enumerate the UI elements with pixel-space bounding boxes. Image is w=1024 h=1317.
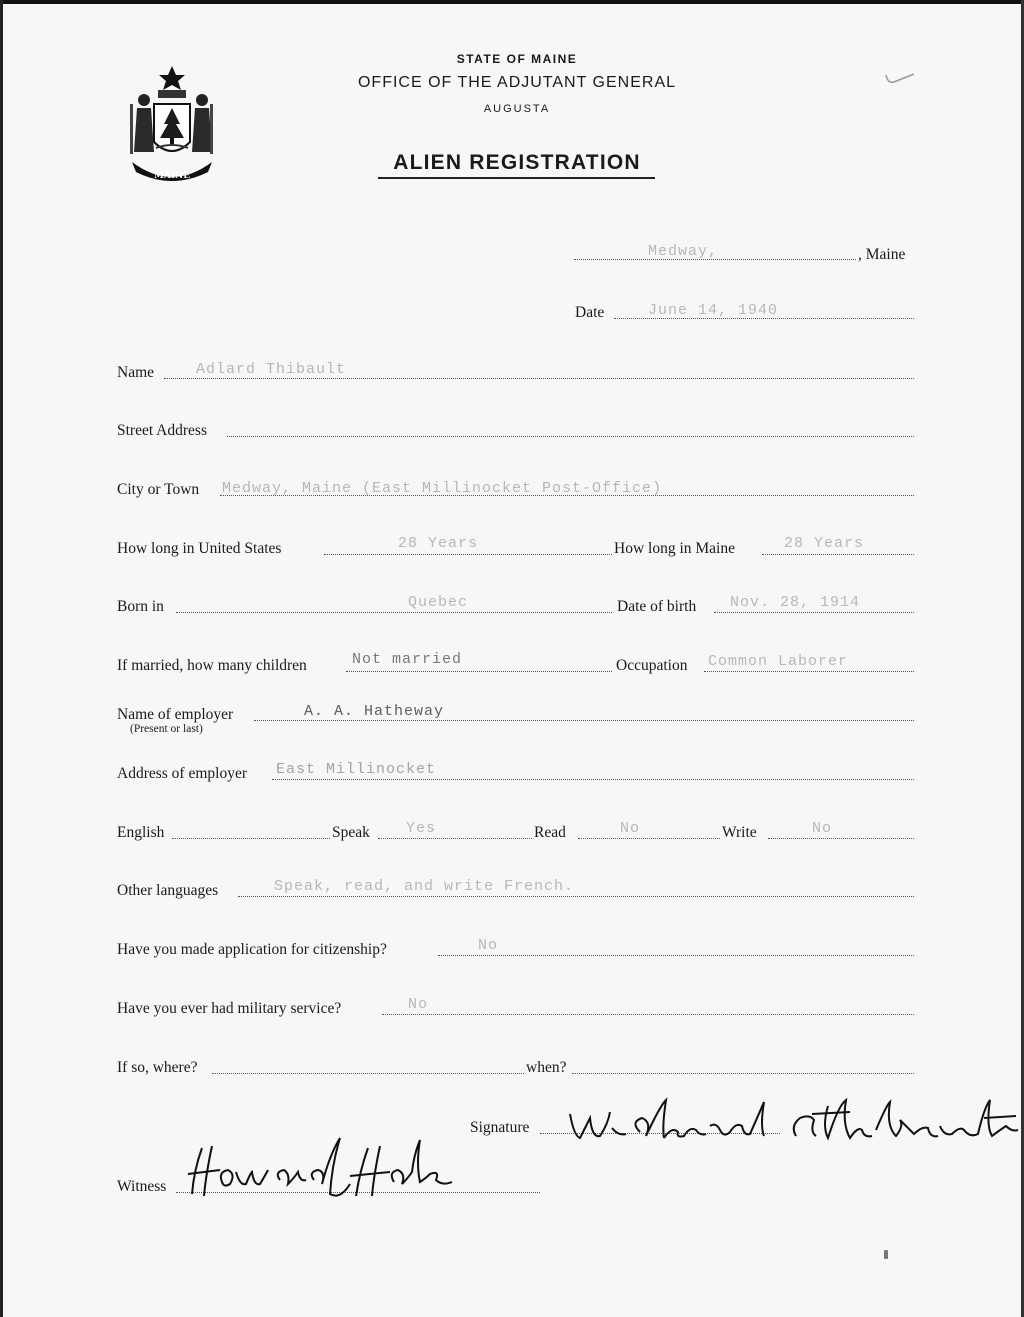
title-underline: [378, 177, 655, 179]
name-label: Name: [117, 364, 155, 381]
employer-name-line: [254, 720, 914, 721]
scan-border-top: [0, 0, 1024, 4]
header-state: STATE OF MAINE: [456, 52, 578, 66]
speak-label: Speak: [332, 824, 370, 841]
military-line: [382, 1014, 914, 1015]
born-in-line: [176, 612, 612, 613]
signature-label: Signature: [470, 1119, 530, 1136]
signature-handwriting: [560, 1096, 1022, 1156]
write-label: Write: [722, 824, 757, 841]
speak-line: [378, 838, 532, 839]
date-label: Date: [575, 304, 605, 321]
location-label: , Maine: [858, 246, 906, 263]
english-label: English: [117, 824, 165, 841]
street-address-label: Street Address: [117, 422, 207, 439]
read-value: No: [620, 820, 641, 837]
read-line: [578, 838, 720, 839]
write-value: No: [812, 820, 833, 837]
children-value: Not married: [352, 651, 463, 668]
date-value: June 14, 1940: [648, 302, 779, 319]
occupation-label: Occupation: [616, 657, 688, 674]
location-value: Medway,: [648, 243, 719, 260]
how-long-maine-label: How long in Maine: [614, 540, 735, 557]
witness-label: Witness: [117, 1178, 167, 1195]
other-languages-line: [238, 896, 914, 897]
children-label: If married, how many children: [117, 657, 307, 674]
scan-border-left: [0, 0, 3, 1317]
header-office: OFFICE OF THE ADJUTANT GENERAL: [357, 74, 677, 91]
when-line: [572, 1073, 914, 1074]
date-of-birth-line: [714, 612, 914, 613]
employer-name-label: Name of employer: [117, 706, 234, 723]
scan-speck: [884, 1250, 888, 1259]
children-line: [346, 671, 612, 672]
citizenship-label: Have you made application for citizenship?: [117, 941, 387, 958]
date-of-birth-value: Nov. 28, 1914: [730, 594, 861, 611]
english-line: [172, 838, 330, 839]
occupation-line: [704, 671, 914, 672]
form-title: ALIEN REGISTRATION: [393, 151, 641, 174]
how-long-us-label: How long in United States: [117, 540, 282, 557]
name-line: [164, 378, 914, 379]
employer-address-label: Address of employer: [117, 765, 247, 782]
employer-address-value: East Millinocket: [276, 761, 437, 778]
where-label: If so, where?: [117, 1059, 198, 1076]
other-languages-label: Other languages: [117, 882, 219, 899]
write-line: [768, 838, 914, 839]
employer-address-line: [272, 779, 914, 780]
city-label: City or Town: [117, 481, 200, 498]
street-address-line: [227, 436, 914, 437]
svg-text:MAINE: MAINE: [153, 171, 191, 181]
name-value: Adlard Thibault: [196, 361, 347, 378]
born-in-value: Quebec: [408, 594, 469, 611]
occupation-value: Common Laborer: [708, 653, 849, 670]
speak-value: Yes: [406, 820, 437, 837]
other-languages-value: Speak, read, and write French.: [274, 878, 575, 895]
witness-handwriting: [180, 1134, 460, 1204]
employer-name-value: A. A. Hatheway: [304, 703, 445, 720]
how-long-us-value: 28 Years: [398, 535, 479, 552]
pencil-mark-icon: [880, 70, 920, 90]
read-label: Read: [534, 824, 566, 841]
when-label: when?: [526, 1059, 567, 1076]
how-long-us-line: [324, 554, 612, 555]
citizenship-line: [438, 955, 914, 956]
how-long-maine-value: 28 Years: [784, 535, 865, 552]
where-line: [212, 1073, 524, 1074]
header-city: AUGUSTA: [483, 103, 551, 115]
citizenship-value: No: [478, 937, 499, 954]
how-long-maine-line: [762, 554, 914, 555]
born-in-label: Born in: [117, 598, 164, 615]
date-of-birth-label: Date of birth: [617, 598, 697, 615]
city-value: Medway, Maine (East Millinocket Post-Office): [222, 480, 663, 497]
military-label: Have you ever had military service?: [117, 1000, 342, 1017]
employer-name-sublabel: (Present or last): [130, 723, 203, 735]
military-value: No: [408, 996, 429, 1013]
